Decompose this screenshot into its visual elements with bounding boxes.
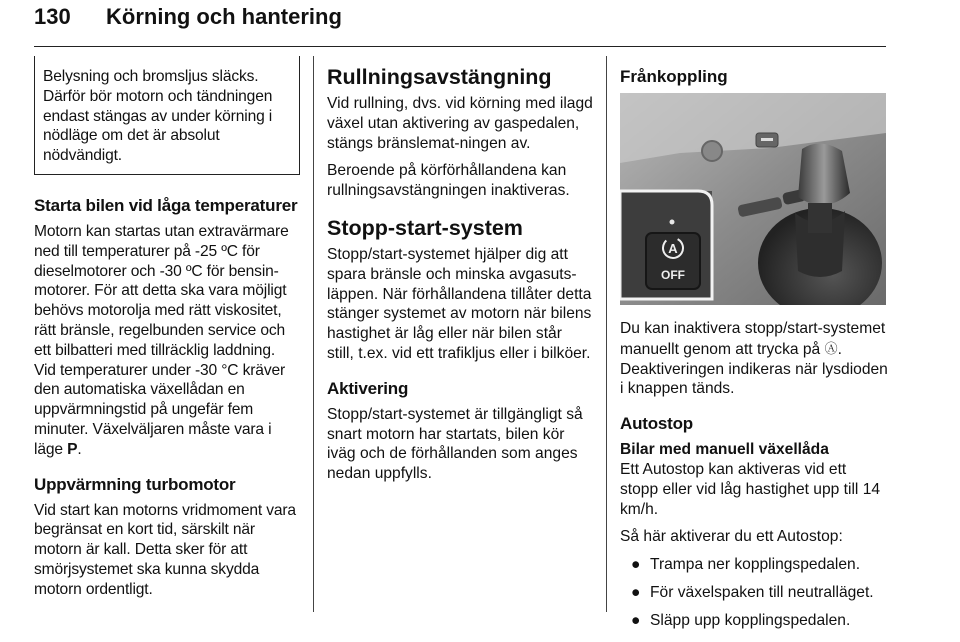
column-left (34, 56, 300, 608)
page-header (34, 0, 886, 47)
autostop-paragraph-1: Ett Autostop kan aktiveras vid ett stopp eller vid låg hastighet upp till 14 km/h. (620, 460, 881, 518)
aktivering-paragraph: Stopp/start-systemet är tillgängligt så snart motorn har startats, bilen kör iväg och de förhållanden som anges nedan uppfylls. (327, 405, 583, 483)
bullet-icon: ● (631, 583, 641, 601)
autostop-paragraph-2: Så här aktiverar du ett Autostop: (620, 528, 843, 546)
bullet-icon: ● (631, 556, 641, 574)
bullet-icon: ● (631, 611, 641, 629)
list-item: ● Trampa ner kopplingspedalen. (631, 556, 861, 574)
cold-start-paragraph: Motorn kan startas utan extravärmare ned till temperaturer på -25 ºC för dieselmotorer och -30 ºC för bensin-motorer. För att detta ska vara möjligt behövs motorolja med rätt viskositet, rätt bränsle, regelbunden service och ett bilbatteri med tillräcklig laddning. Vid temperaturer under -30 °C kräver den automatiska växellådan en uppvärmningstid på ungefär fem minuter. Växelväljaren måste vara i läge P. (34, 222, 289, 458)
column-middle (327, 56, 593, 492)
heading-autostop: Autostop (620, 414, 693, 434)
heading-stopp-start: Stopp-start-system (327, 215, 523, 240)
auto-stop-inline-icon: Ⓐ (824, 340, 838, 356)
stop-start-button-figure (620, 93, 886, 305)
rullning-paragraph-2: Beroende på körförhållandena kan rullningsavstängningen inaktiveras. (327, 162, 570, 200)
rotary-knob-icon (702, 141, 722, 161)
list-item: ● För växelspaken till neutralläget. (631, 583, 874, 601)
notice-box (34, 56, 300, 175)
heading-rullning: Rullningsavstängning (327, 65, 552, 89)
gear-position-p: P (67, 440, 78, 458)
heading-aktivering: Aktivering (327, 378, 409, 398)
column-divider-1 (313, 56, 314, 612)
column-right (620, 56, 888, 639)
led-indicator (670, 220, 675, 225)
subheading-manual-gearbox: Bilar med manuell växellåda (620, 441, 829, 459)
stopp-start-paragraph: Stopp/start-systemet hjälper dig att spara bränsle och minska avgasuts-läppen. När förhållandena tillåter detta stänger systemet av motorn när bilens hastighet är låg eller när bilen står still, t.ex. vid ett trafikljus eller i bilköer. (327, 245, 592, 362)
autostop-steps-list (620, 555, 888, 630)
frankoppling-paragraph: Du kan inaktivera stopp/start-systemet manuellt genom att trycka på Ⓐ. Deaktiveringen indikeras när lysdioden i knappen tänds. (620, 320, 888, 398)
column-divider-2 (606, 56, 607, 612)
gear-knob (798, 143, 850, 205)
list-item: ● Släpp upp kopplingspedalen. (631, 611, 851, 629)
heading-frankoppling: Frånkoppling (620, 67, 728, 86)
section-heading-turbo: Uppvärmning turbomotor (34, 474, 236, 494)
page-number: 130 (34, 4, 71, 29)
svg-text:A: A (668, 241, 678, 256)
notice-text: Belysning och bromsljus släcks. Därför bör motorn och tändningen endast stängas av under körning i nödläge om det är absolut nödvändigt. (43, 68, 273, 165)
off-button-label: OFF (661, 268, 685, 282)
rullning-paragraph-1: Vid rullning, dvs. vid körning med ilagd växel utan aktivering av gaspedalen, stängs bränslemat-ningen av. (327, 95, 593, 152)
section-heading-cold-start: Starta bilen vid låga temperaturer (34, 195, 298, 215)
chapter-title: Körning och hantering (106, 4, 342, 29)
turbo-paragraph: Vid start kan motorns vridmoment vara begränsat en kort tid, särskilt när motorn är kall. Detta sker för att smörjsystemet ska kunna skydda motorn ordentligt. (34, 501, 296, 598)
